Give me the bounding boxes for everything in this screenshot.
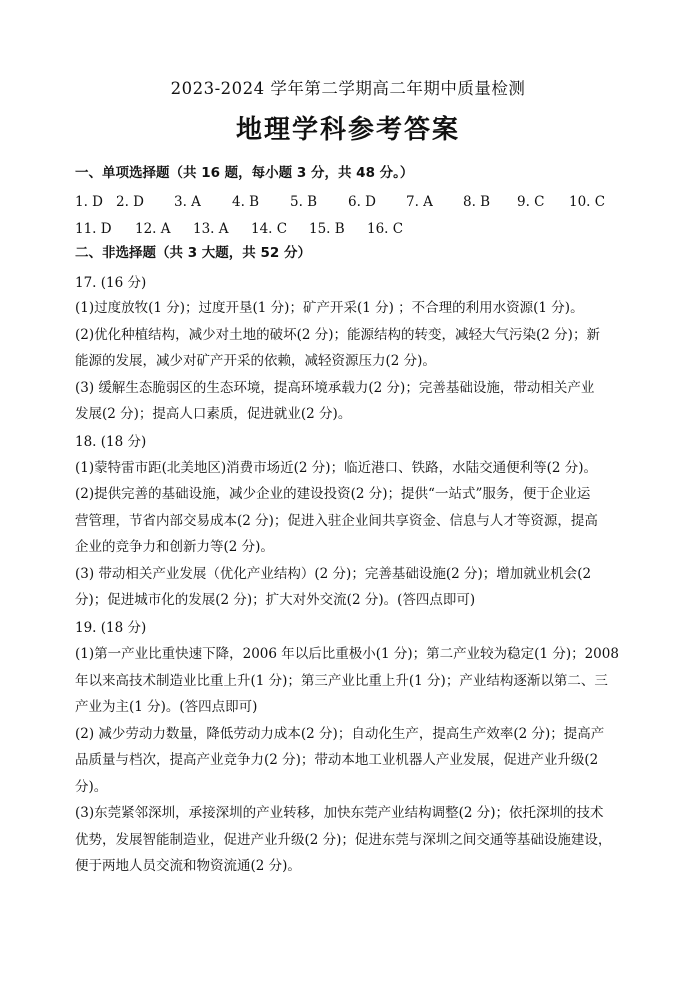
answer-item: 7. A	[406, 194, 433, 210]
q19-answer-1-line-3: 产业为主(1 分)。(答四点即可)	[75, 699, 258, 715]
answer-item: 1. D	[75, 194, 103, 210]
answer-item: 16. C	[367, 221, 404, 237]
answers-row-1	[75, 192, 627, 212]
subject-title: 地理学科参考答案	[235, 115, 460, 145]
q17-answer-1: (1)过度放牧(1 分)；过度开垦(1 分)；矿产开采(1 分) ；不合理的利用水资源(1 分)。	[75, 300, 584, 316]
q19-answer-1-line-2: 年以来高技术制造业比重上升(1 分)；第三产业比重上升(1 分)；产业结构逐渐以第二、三	[75, 673, 608, 689]
answer-item: 13. A	[193, 221, 229, 237]
answer-item: 2. D	[116, 194, 144, 210]
section2-heading: 二、非选择题（共 3 大题，共 52 分）	[75, 245, 311, 261]
answer-item: 6. D	[348, 194, 376, 210]
answer-item: 9. C	[517, 194, 545, 210]
answer-item: 14. C	[251, 221, 288, 237]
q19-answer-1-line-1: (1)第一产业比重快速下降，2006 年以后比重极小(1 分)；第二产业较为稳定(1 分)；2008	[75, 646, 619, 662]
q18-answer-2-line-3: 企业的竞争力和创新力等(2 分)。	[75, 539, 274, 555]
q19-answer-3-line-3: 便于两地人员交流和物资流通(2 分)。	[75, 858, 301, 874]
q18-answer-3-line-1: (3) 带动相关产业发展（优化产业结构）(2 分)；完善基础设施(2 分)；增加就业机会(2	[75, 566, 592, 582]
answer-item: 5. B	[290, 194, 318, 210]
answer-item: 10. C	[569, 194, 606, 210]
exam-title: 2023-2024 学年第二学期高二年期中质量检测	[170, 79, 526, 98]
answers-row-2	[75, 219, 627, 239]
answer-item: 3. A	[174, 194, 201, 210]
q18-answer-1: (1)蒙特雷市距(北美地区)消费市场近(2 分)；临近港口、铁路，水陆交通便利等(2 分)。	[75, 460, 597, 476]
q19-answer-3-line-1: (3)东莞紧邻深圳，承接深圳的产业转移，加快东莞产业结构调整(2 分)；依托深圳的技术	[75, 805, 604, 821]
q19-number: 19. (18 分)	[75, 620, 147, 636]
q17-answer-2-line-1: (2)优化种植结构，减少对土地的破坏(2 分)；能源结构的转变，减轻大气污染(2 分)；新	[75, 327, 600, 343]
q17-answer-3-line-2: 发展(2 分)；提高人口素质，促进就业(2 分)。	[75, 406, 352, 422]
answer-item: 4. B	[232, 194, 260, 210]
section1-heading: 一、单项选择题（共 16 题，每小题 3 分，共 48 分。）	[75, 165, 414, 181]
q19-answer-3-line-2: 优势，发展智能制造业，促进产业升级(2 分)；促进东莞与深圳之间交通等基础设施建设，	[75, 832, 612, 848]
q17-number: 17. (16 分)	[75, 275, 147, 291]
q19-answer-2-line-2: 品质量与档次，提高产业竞争力(2 分)；带动本地工业机器人产业发展，促进产业升级(2	[75, 752, 599, 768]
q18-answer-2-line-2: 营管理，节省内部交易成本(2 分)；促进入驻企业间共享资金、信息与人才等资源，提高	[75, 513, 598, 529]
answer-item: 11. D	[75, 221, 112, 237]
answer-item: 15. B	[309, 221, 345, 237]
answer-item: 8. B	[463, 194, 491, 210]
q18-answer-2-line-1: (2)提供完善的基础设施，减少企业的建设投资(2 分)；提供“一站式”服务，便于企业运	[75, 486, 591, 502]
q17-answer-3-line-1: (3) 缓解生态脆弱区的生态环境，提高环境承载力(2 分)；完善基础设施，带动相关产业	[75, 380, 595, 396]
q18-answer-3-line-2: 分)；促进城市化的发展(2 分)；扩大对外交流(2 分)。(答四点即可)	[75, 592, 476, 608]
answer-item: 12. A	[135, 221, 171, 237]
q18-number: 18. (18 分)	[75, 434, 147, 450]
q17-answer-2-line-2: 能源的发展，减少对矿产开采的依赖，减轻资源压力(2 分)。	[75, 353, 436, 369]
q19-answer-2-line-3: 分)。	[75, 779, 108, 795]
q19-answer-2-line-1: (2) 减少劳动力数量，降低劳动力成本(2 分)；自动化生产，提高生产效率(2 分)；提高产	[75, 726, 605, 742]
